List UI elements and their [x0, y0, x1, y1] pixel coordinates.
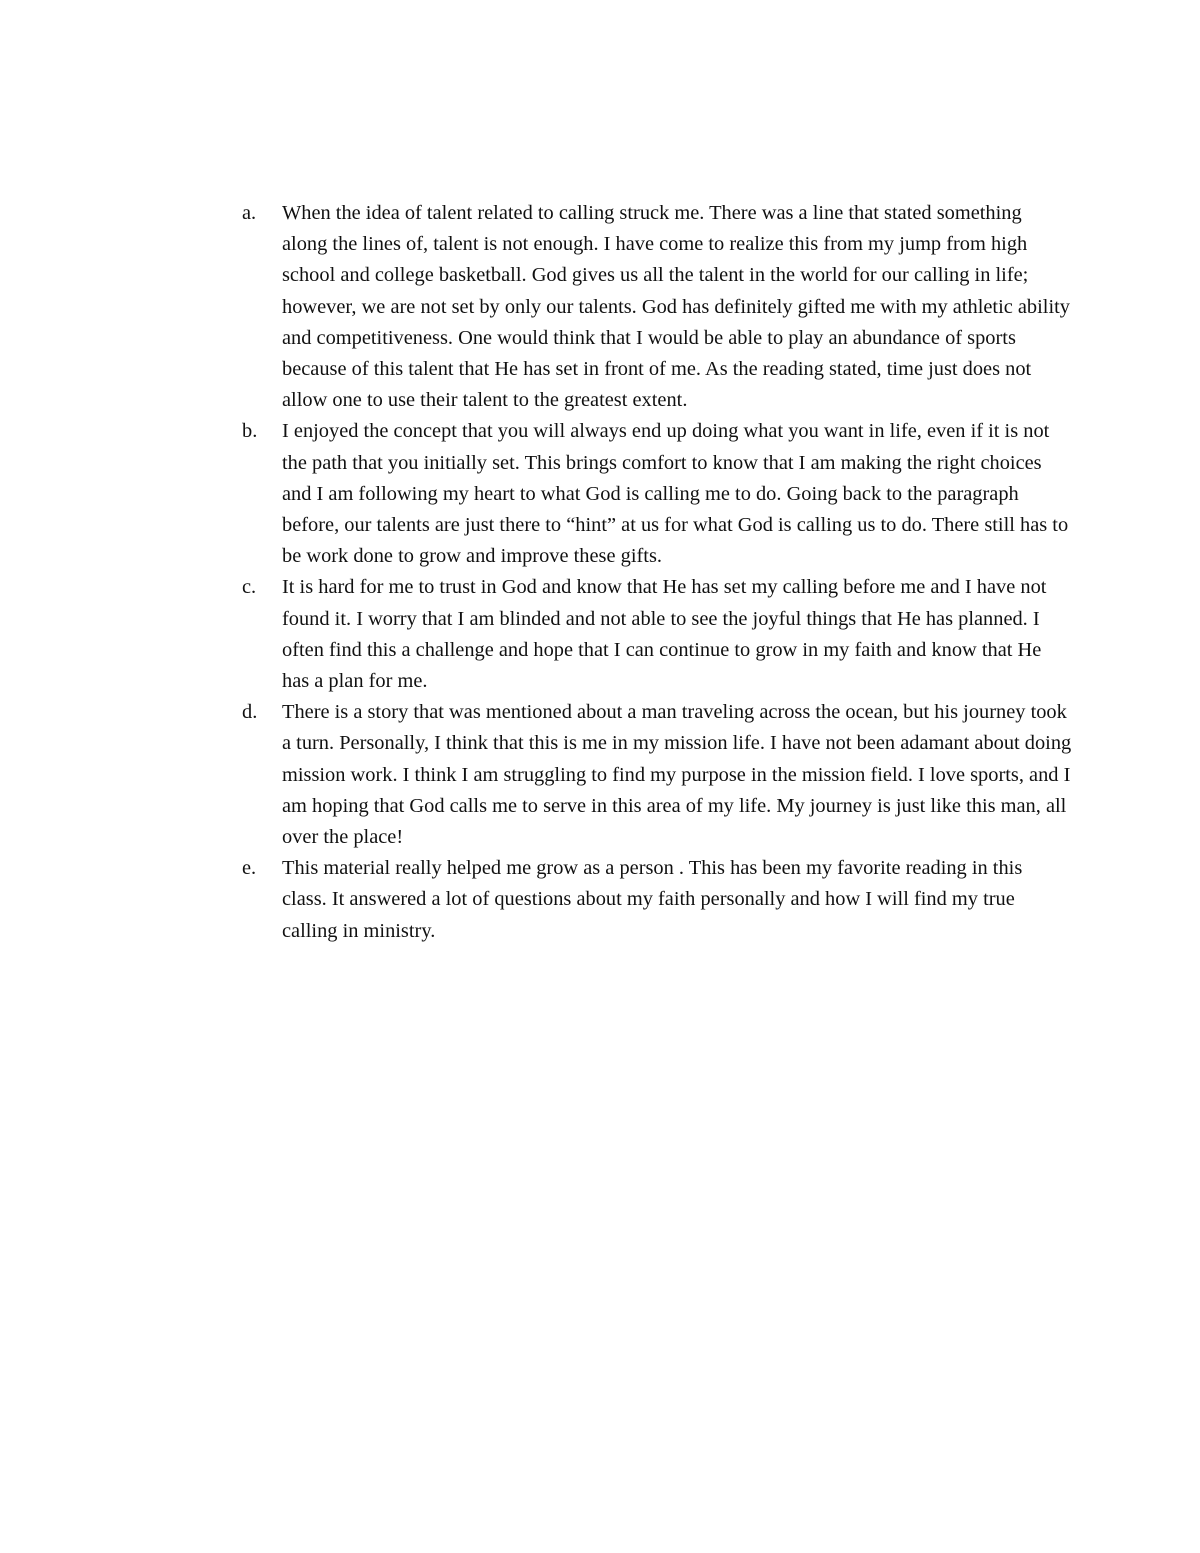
list-item: [242, 853, 1072, 947]
list-marker: c.: [242, 576, 257, 599]
list-marker: a.: [242, 202, 257, 224]
list-item: [242, 416, 1072, 572]
list-marker: b.: [242, 420, 258, 443]
list-item: [242, 198, 1072, 416]
list-item: [242, 572, 1072, 697]
reflection-list: [242, 198, 1072, 947]
list-item-text: This material really helped me grow as a person . This has been my favorite reading in this class. It answered a lot of questions about my faith personally and how I will find my true calling in ministry.: [282, 857, 1023, 942]
list-item: [242, 697, 1072, 853]
list-item-text: There is a story that was mentioned about a man traveling across the ocean, but his journey took a turn. Personally, I think that this is me in my mission life. I have not been adamant about doing mission work. I think I am struggling to find my purpose in the mission field. I love sports, and I am hoping that God calls me to serve in this area of my life. My journey is just like this man, all over the place!: [282, 701, 1072, 849]
list-item-text: When the idea of talent related to calling struck me. There was a line that stated something along the lines of, talent is not enough. I have come to realize this from my jump from high school and college basketball. God gives us all the talent in the world for our calling in life; however, we are not set by only our talents. God has definitely gifted me with my athletic ability and competitiveness. One would think that I would be able to play an abundance of sports because of this talent that He has set in front of me. As the reading stated, time just does not allow one to use their talent to the greatest extent.: [282, 202, 1070, 412]
list-item-text: I enjoyed the concept that you will always end up doing what you want in life, even if it is not the path that you initially set. This brings comfort to know that I am making the right choices and I am following my heart to what God is calling me to do. Going back to the paragraph before, our talents are just there to “hint” at us for what God is calling us to do. There still has to be work done to grow and improve these gifts.: [282, 420, 1069, 568]
list-marker: d.: [242, 701, 258, 724]
list-item-text: It is hard for me to trust in God and know that He has set my calling before me and I have not found it. I worry that I am blinded and not able to see the joyful things that He has planned. I often find this a challenge and hope that I can continue to grow in my faith and know that He has a plan for me.: [282, 576, 1047, 693]
list-marker: e.: [242, 857, 257, 880]
